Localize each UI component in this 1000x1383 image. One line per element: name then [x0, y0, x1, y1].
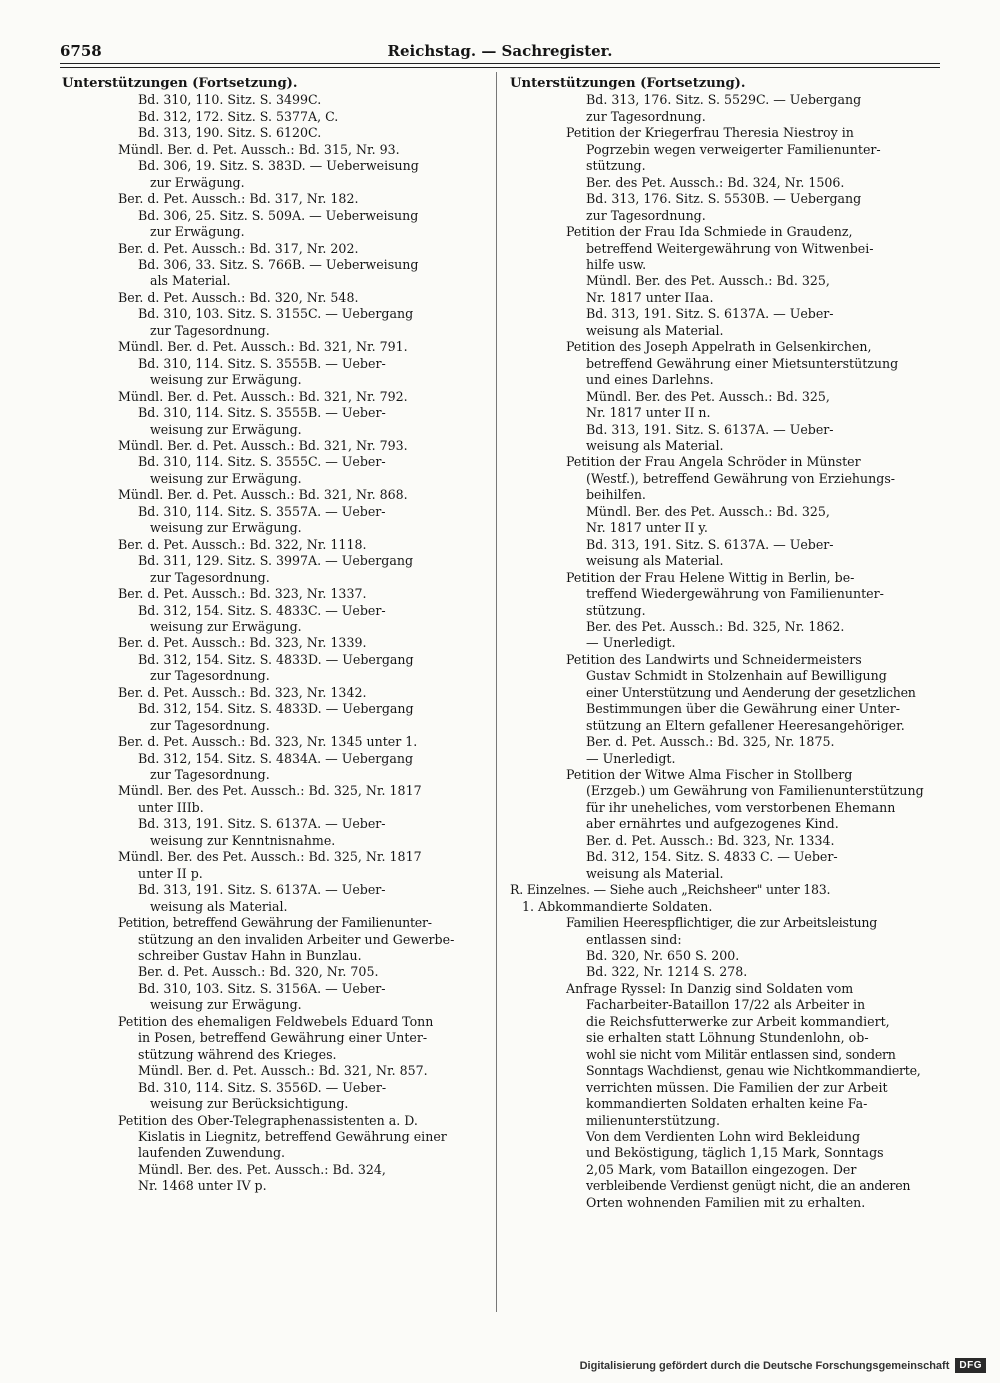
index-line: (Erzgeb.) um Gewährung von Familienunterstützung [586, 783, 924, 799]
index-line: Bd. 313, 176. Sitz. S. 5530B. — Uebergang [586, 191, 862, 207]
index-line: Sonntags Wachdienst, genau wie Nichtkommandierte, [586, 1063, 921, 1079]
index-line: Ber. d. Pet. Aussch.: Bd. 317, Nr. 182. [118, 191, 359, 207]
index-line: R. Einzelnes. — Siehe auch „Reichsheer" unter 183. [510, 882, 831, 898]
index-line: Bd. 322, Nr. 1214 S. 278. [586, 964, 748, 980]
index-line: Mündl. Ber. d. Pet. Aussch.: Bd. 315, Nr. 93. [118, 141, 400, 157]
index-line: zur Tagesordnung. [150, 668, 270, 684]
index-line: Petition, betreffend Gewährung der Familienunter- [118, 915, 432, 931]
index-line: Mündl. Ber. d. Pet. Aussch.: Bd. 321, Nr. 857. [138, 1063, 428, 1079]
index-line: Pogrzebin wegen verweigerter Familienunter- [586, 141, 881, 157]
index-line: Ber. d. Pet. Aussch.: Bd. 323, Nr. 1337. [118, 586, 367, 602]
index-line: Gustav Schmidt in Stolzenhain auf Bewilligung [586, 668, 887, 684]
index-line: Nr. 1468 unter IV p. [138, 1178, 267, 1194]
index-line: weisung als Material. [586, 437, 724, 453]
index-line: die Reichsfutterwerke zur Arbeit kommandiert, [586, 1013, 890, 1029]
index-line: Familien Heerespflichtiger, die zur Arbeitsleistung [566, 915, 878, 931]
index-line: Ber. des Pet. Aussch.: Bd. 324, Nr. 1506. [586, 174, 845, 190]
index-line: Petition der Witwe Alma Fischer in Stollberg [566, 767, 853, 783]
index-line: Mündl. Ber. d. Pet. Aussch.: Bd. 321, Nr. 868. [118, 487, 408, 503]
index-line: weisung zur Berücksichtigung. [150, 1096, 349, 1112]
index-line: unter II p. [138, 865, 203, 881]
index-line: Petition des Ober-Telegraphenassistenten a. D. [118, 1112, 418, 1128]
index-line: Mündl. Ber. des Pet. Aussch.: Bd. 325, Nr. 1817 [118, 849, 422, 865]
index-line: einer Unterstützung und Aenderung der gesetzlichen [586, 684, 916, 700]
index-line: aber ernährtes und aufgezogenes Kind. [586, 816, 839, 832]
index-line: zur Tagesordnung. [150, 717, 270, 733]
index-line: Bd. 306, 19. Sitz. S. 383D. — Ueberweisung [138, 158, 419, 174]
index-line: milienunterstützung. [586, 1112, 720, 1128]
section-heading: Unterstützungen (Fortsetzung). [510, 76, 746, 91]
index-line: und eines Darlehns. [586, 372, 714, 388]
index-line: zur Tagesordnung. [150, 322, 270, 338]
index-line: Ber. d. Pet. Aussch.: Bd. 323, Nr. 1345 unter 1. [118, 734, 418, 750]
index-line: zur Tagesordnung. [150, 767, 270, 783]
index-line: Ber. d. Pet. Aussch.: Bd. 325, Nr. 1875. [586, 734, 835, 750]
index-line: weisung zur Erwägung. [150, 470, 302, 486]
index-line: zur Erwägung. [150, 174, 245, 190]
index-line: verbleibende Verdienst genügt nicht, die an anderen [586, 1178, 911, 1194]
index-line: Bd. 310, 114. Sitz. S. 3555C. — Ueber- [138, 454, 386, 470]
index-line: Mündl. Ber. d. Pet. Aussch.: Bd. 321, Nr. 793. [118, 437, 408, 453]
index-line: stützung während des Krieges. [138, 1046, 337, 1062]
index-line: zur Tagesordnung. [586, 207, 706, 223]
dfg-logo: DFG [955, 1358, 986, 1373]
index-line: Petition der Frau Angela Schröder in Münster [566, 454, 861, 470]
page-number: 6758 [60, 42, 102, 60]
index-line: weisung zur Erwägung. [150, 618, 302, 634]
index-line: beihilfen. [586, 487, 646, 503]
index-line: Bestimmungen über die Gewährung einer Unter- [586, 701, 900, 717]
index-line: Bd. 306, 25. Sitz. S. 509A. — Ueberweisung [138, 207, 419, 223]
index-line: Petition der Kriegerfrau Theresia Niestroy in [566, 125, 854, 141]
index-line: Bd. 312, 154. Sitz. S. 4833D. — Uebergang [138, 701, 414, 717]
index-line: Nr. 1817 unter II y. [586, 520, 708, 536]
index-line: Bd. 310, 110. Sitz. S. 3499C. [138, 92, 322, 108]
page-header [60, 38, 940, 64]
index-line: sie erhalten statt Löhnung Stundenlohn, ob- [586, 1030, 869, 1046]
index-line: weisung zur Kenntnisnahme. [150, 832, 336, 848]
footer-credit [580, 1358, 986, 1373]
index-line: weisung zur Erwägung. [150, 372, 302, 388]
index-line: Facharbeiter-Bataillon 17/22 als Arbeiter in [586, 997, 866, 1013]
index-line: Petition des ehemaligen Feldwebels Eduard Tonn [118, 1013, 434, 1029]
header-rule-top [60, 63, 940, 64]
index-line: weisung als Material. [586, 865, 724, 881]
index-line: Ber. d. Pet. Aussch.: Bd. 322, Nr. 1118. [118, 536, 367, 552]
index-line: weisung als Material. [586, 553, 724, 569]
index-line: Petition des Landwirts und Schneidermeisters [566, 651, 862, 667]
index-line: Ber. d. Pet. Aussch.: Bd. 320, Nr. 548. [118, 289, 359, 305]
index-line: Bd. 310, 114. Sitz. S. 3557A. — Ueber- [138, 503, 386, 519]
index-line: betreffend Weitergewährung von Witwenbei- [586, 240, 874, 256]
index-line: weisung zur Erwägung. [150, 520, 302, 536]
index-line: Kislatis in Liegnitz, betreffend Gewährung einer [138, 1129, 447, 1144]
index-line: Bd. 320, Nr. 650 S. 200. [586, 948, 740, 964]
index-line: Mündl. Ber. des Pet. Aussch.: Bd. 325, [586, 503, 830, 519]
index-line: stützung an den invaliden Arbeiter und Gewerbe- [138, 931, 455, 947]
index-line: (Westf.), betreffend Gewährung von Erziehungs- [586, 470, 896, 486]
index-line: Ber. d. Pet. Aussch.: Bd. 317, Nr. 202. [118, 240, 359, 256]
index-line: Ber. d. Pet. Aussch.: Bd. 320, Nr. 705. [138, 964, 379, 980]
index-line: Bd. 311, 129. Sitz. S. 3997A. — Uebergang [138, 553, 414, 569]
index-line: Bd. 313, 191. Sitz. S. 6137A. — Ueber- [138, 882, 386, 898]
index-line: stützung an Eltern gefallener Heeresangehöriger. [586, 717, 905, 733]
right-column [510, 76, 940, 1211]
index-line: Mündl. Ber. des. Pet. Aussch.: Bd. 324, [138, 1161, 386, 1177]
index-line: Bd. 313, 191. Sitz. S. 6137A. — Ueber- [586, 536, 834, 552]
index-line: stützung. [586, 158, 646, 174]
running-title: Reichstag. — Sachregister. [387, 42, 613, 60]
index-line: Bd. 310, 114. Sitz. S. 3556D. — Ueber- [138, 1079, 387, 1095]
index-line: weisung zur Erwägung. [150, 997, 302, 1013]
index-line: Petition der Frau Helene Wittig in Berlin, be- [566, 569, 855, 585]
index-line: Orten wohnenden Familien mit zu erhalten. [586, 1194, 866, 1210]
section-heading: Unterstützungen (Fortsetzung). [62, 76, 298, 91]
index-line: hilfe usw. [586, 256, 647, 272]
index-line: zur Tagesordnung. [150, 569, 270, 585]
index-line: Mündl. Ber. des Pet. Aussch.: Bd. 325, [586, 388, 830, 404]
index-line: Ber. des Pet. Aussch.: Bd. 325, Nr. 1862. [586, 618, 845, 634]
index-line: Bd. 312, 172. Sitz. S. 5377A, C. [138, 108, 339, 124]
index-line: Mündl. Ber. des Pet. Aussch.: Bd. 325, Nr. 1817 [118, 783, 422, 799]
index-line: Bd. 312, 154. Sitz. S. 4833 C. — Ueber- [586, 849, 838, 865]
index-line: Ber. d. Pet. Aussch.: Bd. 323, Nr. 1334. [586, 832, 835, 848]
index-line: Ber. d. Pet. Aussch.: Bd. 323, Nr. 1342. [118, 684, 367, 700]
index-line: weisung zur Erwägung. [150, 421, 302, 437]
index-line: 2,05 Mark, vom Bataillon eingezogen. Der [586, 1161, 857, 1177]
index-line: — Unerledigt. [586, 750, 676, 766]
index-line: Nr. 1817 unter II n. [586, 405, 711, 421]
index-line: Bd. 310, 114. Sitz. S. 3555B. — Ueber- [138, 355, 386, 371]
footer-credit-text: Digitalisierung gefördert durch die Deutsche Forschungsgemeinschaft [579, 1359, 950, 1372]
index-line: Anfrage Ryssel: In Danzig sind Soldaten vom [566, 980, 854, 996]
index-line: schreiber Gustav Hahn in Bunzlau. [138, 948, 362, 964]
index-line: — Unerledigt. [586, 635, 676, 651]
index-line: unter IIIb. [138, 799, 204, 815]
index-line: wohl sie nicht vom Militär entlassen sind, sondern [586, 1046, 896, 1062]
index-line: zur Tagesordnung. [586, 108, 706, 124]
index-line: Bd. 312, 154. Sitz. S. 4834A. — Uebergang [138, 750, 414, 766]
index-line: Bd. 310, 103. Sitz. S. 3155C. — Uebergang [138, 306, 414, 322]
index-line: Bd. 310, 103. Sitz. S. 3156A. — Ueber- [138, 980, 386, 996]
index-line: Bd. 313, 191. Sitz. S. 6137A. — Ueber- [586, 306, 834, 322]
index-line: Nr. 1817 unter IIaa. [586, 289, 714, 305]
index-line: Bd. 313, 191. Sitz. S. 6137A. — Ueber- [138, 816, 386, 832]
index-line: stützung. [586, 602, 646, 618]
index-line: für ihr uneheliches, vom verstorbenen Ehemann [586, 799, 896, 815]
index-line: verrichten müssen. Die Familien der zur Arbeit [586, 1079, 888, 1095]
index-line: Bd. 306, 33. Sitz. S. 766B. — Ueberweisung [138, 256, 419, 272]
index-line: Bd. 312, 154. Sitz. S. 4833D. — Uebergang [138, 651, 414, 667]
index-line: kommandierten Soldaten erhalten keine Fa- [586, 1096, 868, 1112]
index-line: Mündl. Ber. des Pet. Aussch.: Bd. 325, [586, 273, 830, 289]
index-line: zur Erwägung. [150, 224, 245, 240]
index-line: weisung als Material. [586, 322, 724, 338]
index-line: Bd. 310, 114. Sitz. S. 3555B. — Ueber- [138, 405, 386, 421]
index-line: 1. Abkommandierte Soldaten. [522, 898, 713, 914]
index-line: Ber. d. Pet. Aussch.: Bd. 323, Nr. 1339. [118, 635, 367, 651]
left-column [62, 76, 492, 1195]
index-line: in Posen, betreffend Gewährung einer Unter- [138, 1030, 428, 1046]
index-line: Petition der Frau Ida Schmiede in Graudenz, [566, 224, 853, 240]
index-line: Bd. 313, 176. Sitz. S. 5529C. — Uebergang [586, 92, 862, 108]
index-line: laufenden Zuwendung. [138, 1145, 286, 1161]
index-line: Bd. 312, 154. Sitz. S. 4833C. — Ueber- [138, 602, 386, 618]
index-line: Von dem Verdienten Lohn wird Bekleidung [586, 1129, 861, 1144]
column-divider [496, 72, 497, 1312]
index-line: als Material. [150, 273, 231, 289]
index-line: treffend Wiedergewährung von Familienunter- [586, 586, 884, 602]
index-line: entlassen sind: [586, 931, 682, 947]
index-line: betreffend Gewährung einer Mietsunterstützung [586, 355, 899, 371]
index-line: Mündl. Ber. d. Pet. Aussch.: Bd. 321, Nr. 791. [118, 339, 408, 355]
index-line: Bd. 313, 191. Sitz. S. 6137A. — Ueber- [586, 421, 834, 437]
index-line: weisung als Material. [150, 898, 288, 914]
index-line: und Beköstigung, täglich 1,15 Mark, Sonntags [586, 1145, 884, 1161]
index-line: Petition des Joseph Appelrath in Gelsenkirchen, [566, 339, 872, 355]
index-line: Mündl. Ber. d. Pet. Aussch.: Bd. 321, Nr. 792. [118, 388, 408, 404]
index-line: Bd. 313, 190. Sitz. S. 6120C. [138, 125, 322, 141]
header-rule-bottom [60, 67, 940, 68]
